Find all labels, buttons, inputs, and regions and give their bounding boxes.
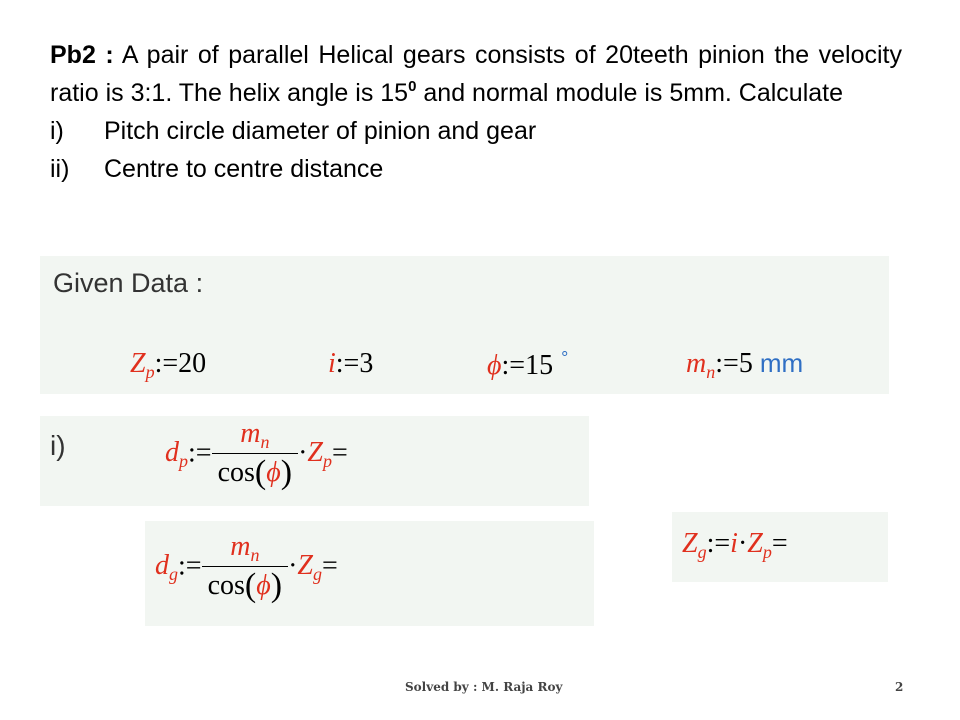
dp-fraction: $\frac{m_n}{\cos(\phi)}$	[212, 418, 298, 492]
given-zp: $Z_p:=20$	[130, 348, 207, 382]
mn-numerator: $m_n$	[240, 418, 270, 452]
zp-factor: $Z_p$	[747, 528, 772, 562]
dg-symbol: $d_g$	[155, 550, 178, 585]
given-i: i:=3	[328, 348, 374, 379]
mm-unit: mm	[759, 348, 804, 378]
zg-equation: $Z_g:=i\cdot Z_p=$	[682, 528, 788, 562]
zp-symbol: $Z_p$	[130, 348, 155, 382]
zp-value: 20	[178, 348, 207, 379]
phi-symbol: ϕ	[487, 350, 502, 381]
zg-symbol: $Z_g$	[682, 528, 707, 562]
page-number: 2	[895, 680, 904, 694]
problem-paragraph	[50, 36, 902, 112]
degree-superscript: 0	[408, 78, 417, 95]
list-item	[50, 150, 902, 188]
mn-symbol: $m_n$	[686, 348, 716, 382]
problem-text-b: and normal module is 5mm. Calculate	[416, 79, 844, 107]
list-item-number: i)	[50, 117, 64, 145]
list-item-text: Pitch circle diameter of pinion and gear	[104, 117, 537, 145]
list-item-text: Centre to centre distance	[104, 155, 384, 183]
dp-equation: $d_p:=$ $\frac{m_n}{\cos(\phi)}$ $\cdot Z_p=$	[165, 418, 348, 491]
phi-value: 15	[525, 350, 554, 381]
i-symbol: i	[328, 348, 336, 379]
problem-label: Pb2 :	[50, 41, 114, 69]
mn-value: 5	[738, 348, 753, 379]
i-factor: i	[730, 528, 738, 559]
problem-statement	[50, 36, 902, 188]
dg-fraction: $\frac{m_n}{\cos(\phi)}$	[202, 531, 288, 605]
given-phi: ϕ:=15 °	[487, 348, 569, 381]
part-i-label: i)	[50, 430, 66, 461]
given-data-panel	[40, 256, 889, 394]
mn-numerator: $m_n$	[230, 531, 260, 565]
dp-symbol: $d_p$	[165, 437, 188, 472]
dg-equation: $d_g:=$ $\frac{m_n}{\cos(\phi)}$ $\cdot Z_g=$	[155, 531, 338, 604]
list-item	[50, 112, 902, 150]
degree-unit: °	[561, 348, 569, 368]
i-value: 3	[359, 348, 374, 379]
problem-text-a: A pair of parallel Helical gears consists of 20teeth pinion the velocity ratio is 3:1. The helix angle is 15	[50, 41, 902, 107]
given-mn: $m_n:=5$ mm	[686, 348, 804, 382]
given-data-title: Given Data :	[53, 268, 204, 298]
zp-factor: $Z_p$	[307, 437, 332, 472]
zg-equation-panel	[672, 512, 888, 582]
zg-factor: $Z_g$	[297, 550, 322, 585]
footer-credit: Solved by : M. Raja Roy	[405, 680, 563, 694]
dp-equation-panel	[40, 416, 589, 506]
dg-equation-panel	[145, 521, 594, 626]
list-item-number: ii)	[50, 155, 70, 183]
